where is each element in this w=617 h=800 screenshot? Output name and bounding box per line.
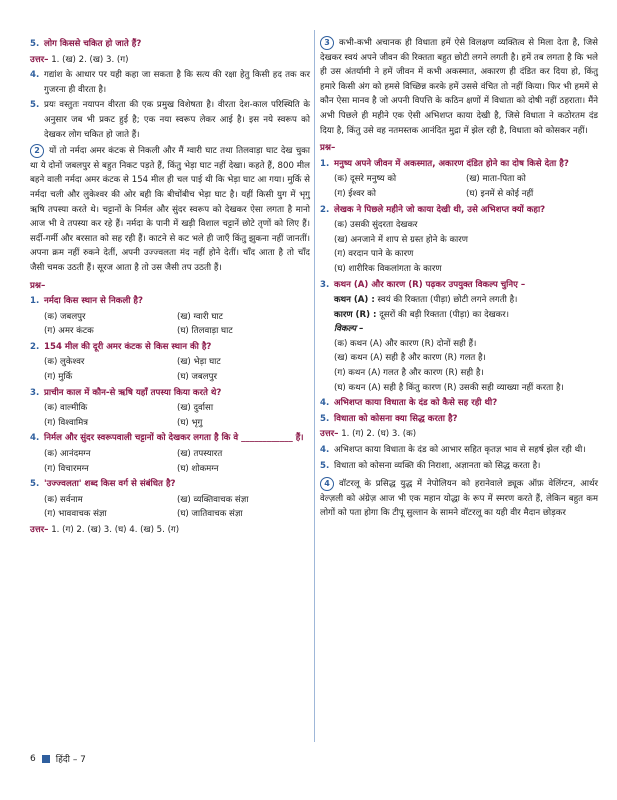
question-3: 3. प्राचीन काल में कौन-से ऋषि यहाँ तपस्या किया करते थे?: [30, 387, 222, 398]
option: (क) दूसरे मनुष्य को: [334, 174, 397, 185]
passage-3: 3 कभी-कभी अचानक ही विधाता हमें ऐसे विलक्षण व्यक्तित्व से मिला देता है, जिसे देखकर स्वयं अपने जीवन की रिक्तता बहुत छोटी लगने लगती है। हमें तब लगता है कि भले ही उस अंतर्यामी ने हमें जीवन में कभी अकस्मात, अकारण ही दंडित कर दिया हो, किंतु हमारे किसी अंग को हमसे विच्छिन्न करके हमें उससे वंचित तो नहीं किया। फिर भी हममें से कौन ऐसा मानव है जो अपनी विपत्ति के कठिन क्षणों में विधाता को दोषी नहीं ठहराता। मैंने अभी पिछले ही महीने एक ऐसी अभिशप्त काया देखी है, जिसे विधाता ने कठोरतम दंड दिया है, किंतु उसे वह नतमस्तक आनंदित मुद्रा में झेल रही है, विधाता को कोसकर नहीं।: [320, 38, 598, 136]
karan: कारण (R) : दूसरों की बड़ी रिक्तता (पीड़ा) का देखकर।: [334, 309, 510, 320]
option: (ख) ग्वारी घाट: [177, 311, 223, 322]
option: (क) उसकी सुंदरता देखकर: [334, 220, 418, 231]
options: [44, 401, 310, 430]
answer-line: उत्तर– 1. (ग) 2. (घ) 3. (क): [320, 429, 417, 440]
options: [44, 447, 310, 476]
question-5: 5. विधाता को कोसना क्या सिद्ध करता है?: [320, 413, 458, 424]
answer-5: 5. प्रयः वस्तुतः नयापन वीरता की एक प्रमुख विशेषता है। वीरता देश-काल परिस्थिति के अनुसार जब भी प्रकट हुई है; एक नया स्वरूप लेकर आई है। इस नये स्वरूप को देखकर लोग चकित हो जाते हैं।: [30, 100, 310, 140]
answer-4: 4. गद्यांश के आधार पर यही कहा जा सकता है कि सत्य की रक्षा हेतु किसी हद तक कर गुजरना ही वीरता है।: [30, 70, 310, 95]
prashn-heading: प्रश्न–: [30, 280, 46, 291]
answer-4: 4. अभिशप्त काया विधाता के दंड को आभार सहित कृतज्ञ भाव से सहर्ष झेल रही थी।: [320, 445, 586, 456]
option: (क) वाल्मीकि: [44, 403, 88, 414]
option: (क) आनंदमग्न: [44, 449, 91, 460]
question-5: 5. लोग किससे चकित हो जाते हैं?: [30, 37, 310, 52]
left-column: [30, 36, 310, 538]
question-1: 1. नर्मदा किस स्थान से निकली है?: [30, 296, 143, 307]
option: (ग) अमर कंटक: [44, 326, 94, 337]
option: (घ) जबलपुर: [177, 372, 218, 383]
square-marker-icon: [42, 755, 50, 763]
options: [334, 172, 598, 201]
question-1: 1. मनुष्य अपने जीवन में अकस्मात, अकारण दंडित होने का दोष किसे देता है?: [320, 158, 569, 169]
option: (क) जबलपुर: [44, 311, 86, 322]
question-text: लोग किससे चकित हो जाते हैं?: [44, 39, 142, 49]
answer-line-2: उत्तर– 1. (ग) 2. (ख) 3. (घ) 4. (ख) 5. (ग): [30, 525, 180, 535]
option: (ख) माता-पिता को: [466, 174, 526, 185]
answer-line: उत्तर– 1. (ख) 2. (ख) 3. (ग): [30, 54, 129, 65]
prashn-heading: प्रश्न–: [320, 143, 336, 154]
option: (ग) भाववाचक संज्ञा: [44, 509, 107, 520]
question-2: 2. 154 मील की दूरी अमर कंटक से किस स्थान की है?: [30, 341, 212, 352]
passage-number: 3: [320, 36, 334, 50]
page-footer: [30, 752, 86, 765]
question-5: 5. 'उज्ज्वलता' शब्द किस वर्ग से संबंधित है?: [30, 479, 176, 490]
option: (घ) इनमें से कोई नहीं: [466, 188, 534, 199]
option: (घ) शारीरिक विकलांगता के कारण: [334, 263, 442, 274]
book-title: हिंदी – 7: [55, 755, 86, 765]
option: (ग) कथन (A) गलत है और कारण (R) सही है।: [334, 368, 484, 379]
option: (घ) शोकमग्न: [177, 463, 219, 474]
option: (क) कथन (A) और कारण (R) दोनों सही हैं।: [334, 338, 477, 349]
answer-5: 5. विधाता को कोसना व्यक्ति की निराशा, अज्ञानता को सिद्ध करता है।: [320, 460, 541, 471]
options: [44, 310, 310, 339]
option: (ग) विश्वामित्र: [44, 417, 89, 428]
options: [44, 493, 310, 522]
page-number: 6: [30, 753, 36, 764]
option: (ख) व्यक्तिवाचक संज्ञा: [177, 494, 249, 505]
option: (ख) अनजाने में शाप से ग्रस्त होने के कारण: [334, 234, 468, 245]
options: [334, 337, 598, 395]
question-3: 3. कथन (A) और कारण (R) पढ़कर उपयुक्त विकल्प चुनिए –: [320, 279, 526, 290]
option: (ग) विचारमग्न: [44, 463, 89, 474]
vikalp-label: विकल्प –: [334, 324, 364, 335]
question-4: 4. निर्मल और सुंदर स्वरूपवाली चट्टानों को देखकर लगता है कि वे ____________ हैं।: [30, 433, 304, 444]
option: (ग) वरदान पाने के कारण: [334, 249, 414, 260]
options: [44, 355, 310, 384]
option: (ख) दुर्वासा: [177, 403, 214, 414]
option: (ग) ईश्वर को: [334, 188, 376, 199]
option: (घ) भृगु: [177, 417, 203, 428]
passage-number: 2: [30, 144, 44, 158]
option: (क) लुकेश्वर: [44, 357, 85, 368]
option: (ख) तपस्यारत: [177, 449, 223, 460]
passage-number: 4: [320, 477, 334, 491]
passage-4: 4 वॉटरलू के प्रसिद्ध युद्ध में नेपोलियन को हरानेवाले ड्यूक ऑफ़ वेलिंग्टन, आर्थर वेल्ज़ली को अंग्रेज़ आज भी एक महान योद्धा के रूप में स्मरण करते हैं, लेकिन बहुत कम लोगों को पता होगा कि टीपू सुल्तान के सामने वॉटरलू का यही वीर मैदान छोड़कर: [320, 479, 598, 519]
option: (घ) तिलवाड़ा घाट: [177, 326, 233, 337]
option: (घ) जातिवाचक संज्ञा: [177, 509, 243, 520]
right-column: [320, 36, 598, 524]
option: (ख) कथन (A) सही है और कारण (R) गलत है।: [334, 353, 486, 364]
options: [334, 218, 598, 276]
column-divider: [314, 30, 315, 742]
option: (ख) भेड़ा घाट: [177, 357, 221, 368]
kathan: कथन (A) : स्वयं की रिक्तता (पीड़ा) छोटी लगने लगती है।: [334, 295, 518, 306]
option: (ग) मुर्कि: [44, 372, 73, 383]
option: (घ) कथन (A) सही है किंतु कारण (R) उसकी सही व्याख्या नहीं करता है।: [334, 382, 564, 393]
option: (क) सर्वनाम: [44, 494, 83, 505]
question-list: [30, 294, 310, 522]
question-4: 4. अभिशप्त काया विधाता के दंड को कैसे सह रही थी?: [320, 398, 498, 409]
question-2: 2. लेखक ने पिछले महीने जो काया देखी थी, उसे अभिशप्त क्यों कहा?: [320, 204, 546, 215]
passage-2: 2 यों तो नर्मदा अमर कंटक से निकली और मैं ग्वारी घाट तथा तिलवाड़ा घाट देख चुका था ये दोनों जबलपुर से बहुत निकट पड़ते हैं, किंतु भेड़ा घाट नहीं देखा। कहते हैं, 800 मील बहने वाली नर्मदा अमर कंटक से 154 मील ही चल पाई थी कि भेड़ा घाट आ गया। मुर्कि से नर्मदा चली और लुकेश्वर की ओर बही कि बीचोंबीच भेड़ा घाट है। यहीं किसी युग में भृगु ऋषि तपस्या करते थे। चट्टानों के निर्मल और सुंदर स्वरूप को देखकर ऐसा लगता है मानो आज भी वे तपस्या कर रहे हैं। नर्मदा के पानी में खड़ी विशाल चट्टानें छोटे तृणों को लिए हैं। सर्दी-गर्मी और बरसात को सह रही हैं। काटने से कट भले ही जाएँ किंतु झुकना नहीं जानतीं। अपना क्रम नहीं रुकने देतीं, अपनी उज्ज्वलता मंद नहीं होने देतीं। चाँद आता है तो चाँद जैसी चमक उठती हैं। सूरज आता है तो उस जैसी तप उठती हैं।: [30, 146, 310, 273]
